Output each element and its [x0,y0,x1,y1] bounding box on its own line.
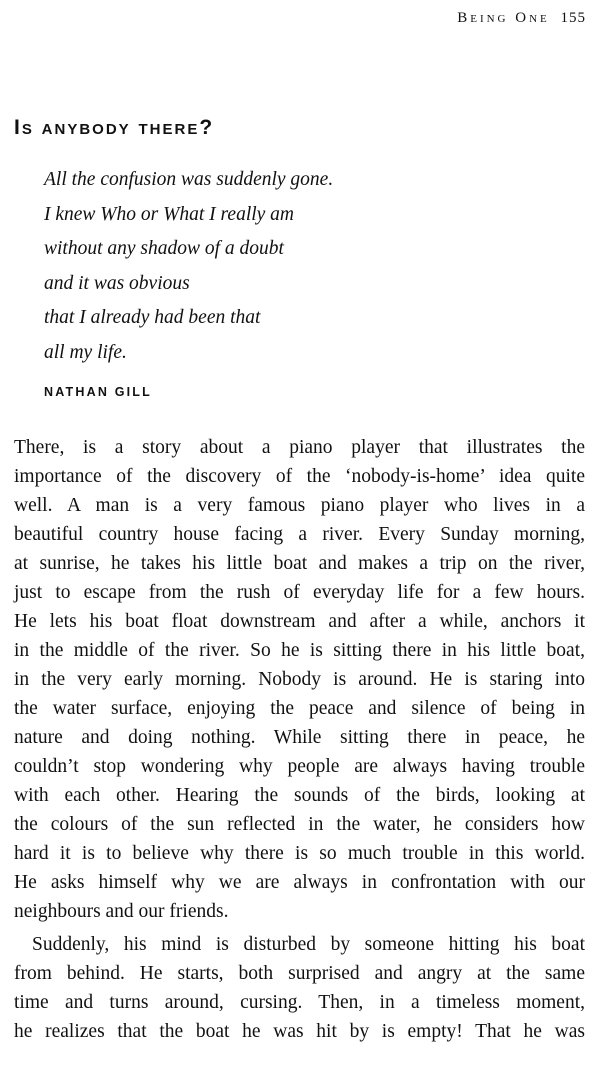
text-line: in the very early morning. Nobody is around. He is staring into [14,669,585,690]
text-line: neighbours and our friends. [14,901,229,922]
text-line: He asks himself why we are always in confrontation with our [14,872,585,893]
text-line: with each other. Hearing the sounds of the birds, looking at [14,785,585,806]
epigraph-line: all my life. [44,341,127,363]
section-title: Is anybody there? [14,116,215,139]
text-line: from behind. He starts, both surprised and angry at the same [14,963,585,984]
running-head [457,10,586,27]
epigraph [44,163,564,370]
text-line: He lets his boat float downstream and after a while, anchors it [14,611,585,632]
text-line: he realizes that the boat he was hit by is empty! That he was [14,1021,585,1042]
paragraph [14,930,585,1046]
text-line: just to escape from the rush of everyday life for a few hours. [14,582,585,603]
text-line: the water surface, enjoying the peace and silence of being in [14,698,585,719]
epigraph-line: and it was obvious [44,272,190,294]
epigraph-line: I knew Who or What I really am [44,203,295,225]
book-title: Being One [457,10,550,26]
paragraph [14,433,585,926]
text-line: There, is a story about a piano player that illustrates the [14,437,585,458]
epigraph-line: without any shadow of a doubt [44,238,284,259]
text-line: couldn’t stop wondering why people are always having trouble [14,756,585,777]
epigraph-line: that I already had been that [44,307,261,328]
body-text [14,433,585,1046]
page-number: 155 [560,10,586,26]
epigraph-author: NATHAN GILL [44,385,152,399]
text-line: hard it is to believe why there is so much trouble in this world. [14,843,585,864]
text-line: well. A man is a very famous piano player who lives in a [14,495,585,516]
text-line: time and turns around, cursing. Then, in a timeless moment, [14,992,585,1013]
epigraph-line: All the confusion was suddenly gone. [44,169,334,190]
text-line: importance of the discovery of the ‘nobody-is-home’ idea quite [14,466,585,487]
text-line: at sunrise, he takes his little boat and makes a trip on the river, [14,553,585,574]
text-line: the colours of the sun reflected in the water, he considers how [14,814,585,835]
text-line: Suddenly, his mind is disturbed by someone hitting his boat [32,934,585,955]
text-line: nature and doing nothing. While sitting there in peace, he [14,727,585,748]
text-line: beautiful country house facing a river. Every Sunday morning, [14,524,585,545]
text-line: in the middle of the river. So he is sitting there in his little boat, [14,640,585,661]
